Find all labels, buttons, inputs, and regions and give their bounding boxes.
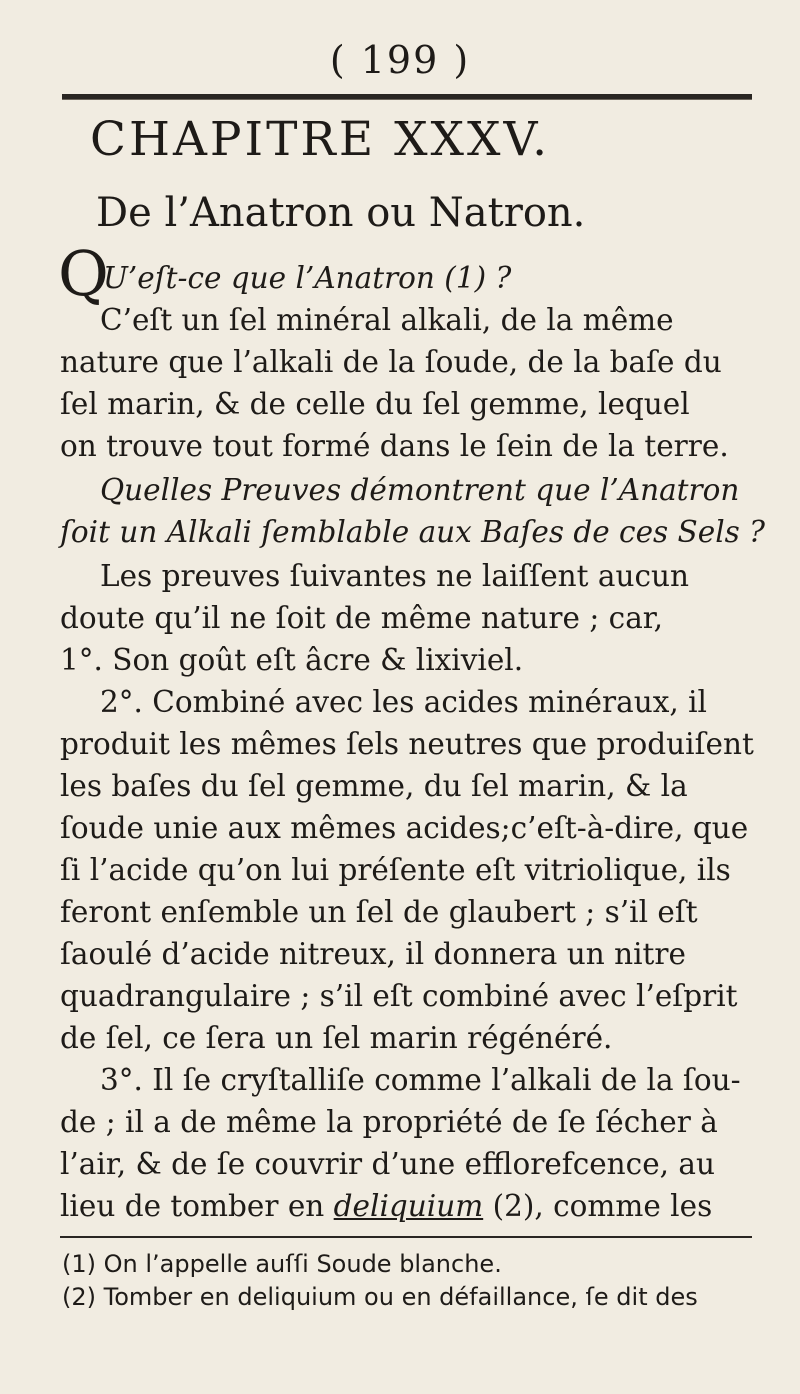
text-line: de ; il a de même la propriété de ſe ſécher à	[60, 1105, 718, 1139]
text-line: 1°. Son goût eſt âcre & lixiviel.	[60, 643, 524, 677]
text-line: ſaoulé d’acide nitreux, il donnera un nitre	[60, 937, 686, 971]
text-line: on trouve tout formé dans le ſein de la terre.	[60, 429, 729, 463]
footnote-rule	[60, 1236, 752, 1238]
text-line: C’eſt un ſel minéral alkali, de la même	[100, 303, 674, 337]
question-line: Quelles Preuves démontrent que l’Anatron	[100, 473, 740, 507]
drop-letter: Q	[58, 237, 109, 310]
chapter-subtitle: De l’Anatron ou Natron.	[96, 190, 586, 236]
text-line: l’air, & de ſe couvrir d’une efflorefcence, au	[60, 1147, 716, 1181]
text-line: produit les mêmes ſels neutres que produiſent	[60, 727, 754, 761]
text-line: nature que l’alkali de la ſoude, de la baſe du	[60, 345, 722, 379]
page-number: ( 199 )	[329, 38, 471, 82]
text-fragment: lieu de tomber en	[60, 1189, 334, 1223]
text-line: quadrangulaire ; s’il eſt combiné avec l’eſprit	[60, 979, 738, 1013]
text-line: ſi l’acide qu’on lui préſente eſt vitriolique, ils	[60, 853, 731, 887]
text-line: Les preuves ſuivantes ne laiſſent aucun	[100, 559, 690, 593]
text-line: les baſes du ſel gemme, du ſel marin, & la	[60, 769, 688, 803]
text-line: 2°. Combiné avec les acides minéraux, il	[100, 685, 707, 719]
italic-term: deliquium	[333, 1189, 484, 1223]
question-line: U’eſt-ce que l’Anatron (1) ?	[103, 261, 512, 295]
question-line: ſoit un Alkali ſemblable aux Baſes de ces Sels ?	[60, 515, 765, 549]
text-line: de ſel, ce ſera un ſel marin régénéré.	[60, 1021, 613, 1055]
header-rule	[62, 94, 752, 100]
footnote: (2) Tomber en deliquium ou en défaillance, ſe dit des	[62, 1283, 698, 1311]
chapter-title: CHAPITRE XXXV.	[90, 112, 551, 167]
footnote: (1) On l’appelle auſſi Soude blanche.	[62, 1250, 502, 1278]
text-fragment: (2), comme les	[483, 1189, 713, 1223]
text-line-last	[60, 1186, 712, 1226]
text-line: ſel marin, & de celle du ſel gemme, lequel	[60, 387, 690, 421]
text-line: feront enſemble un ſel de glaubert ; s’il eſt	[60, 895, 698, 929]
text-line: 3°. Il ſe cryſtalliſe comme l’alkali de la ſou-	[100, 1063, 741, 1097]
text-line: doute qu’il ne ſoit de même nature ; car,	[60, 601, 664, 635]
text-line: ſoude unie aux mêmes acides;c’eſt-à-dire, que	[60, 811, 749, 845]
